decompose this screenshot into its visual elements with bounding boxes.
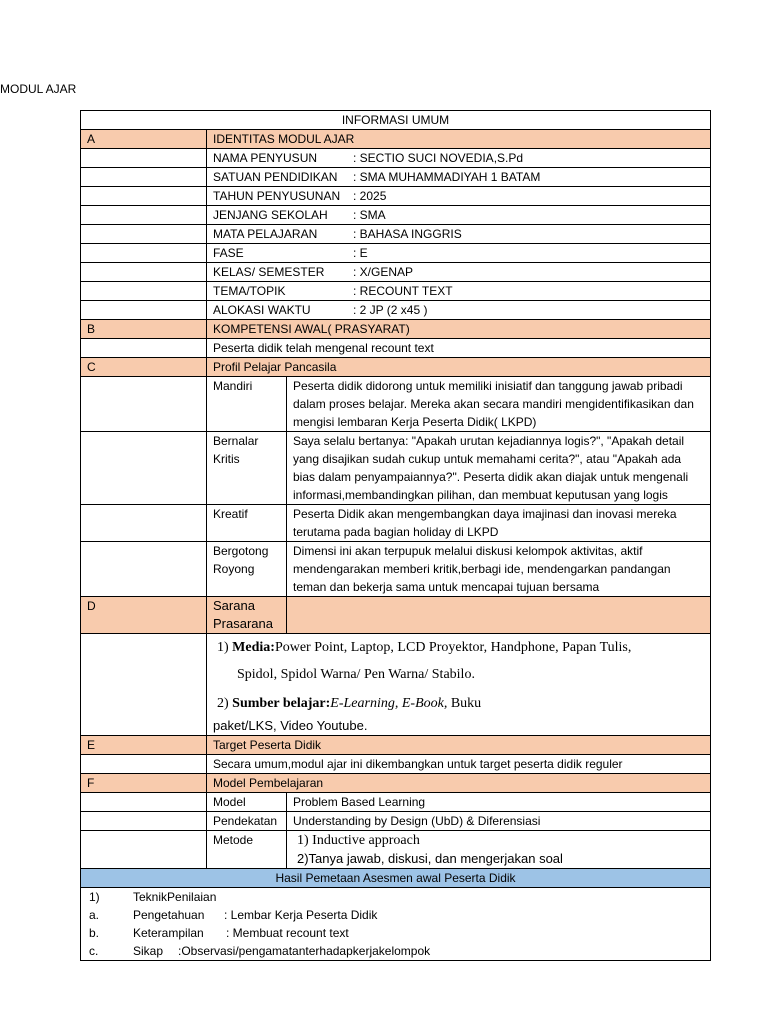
identity-key: TEMA/TOPIK bbox=[213, 284, 286, 298]
table-header: INFORMASI UMUM bbox=[81, 111, 711, 130]
asesmen-label: Sikap bbox=[133, 944, 164, 958]
identity-key: MATA PELAJARAN bbox=[213, 227, 318, 241]
identity-key: TAHUN PENYUSUNAN bbox=[213, 189, 341, 203]
profile-label: Bernalar Kritis bbox=[207, 432, 287, 505]
identity-value: : RECOUNT TEXT bbox=[353, 284, 453, 298]
model-row bbox=[81, 793, 711, 812]
asesmen-header-row bbox=[81, 869, 711, 888]
model-row bbox=[81, 812, 711, 831]
section-text: Peserta didik telah mengenal recount text bbox=[207, 339, 711, 358]
asesmen-value: : Lembar Kerja Peserta Didik bbox=[224, 908, 378, 922]
model-value: Problem Based Learning bbox=[287, 793, 711, 812]
profile-row bbox=[81, 505, 711, 542]
sumber-number: 2) bbox=[217, 696, 229, 711]
identity-row bbox=[81, 301, 711, 320]
identity-value: : BAHASA INGGRIS bbox=[353, 227, 462, 241]
sumber-ebook: E-Book, bbox=[401, 696, 448, 711]
section-a-header bbox=[81, 130, 711, 149]
model-key: Model bbox=[207, 793, 287, 812]
model-key: Pendekatan bbox=[207, 812, 287, 831]
section-d-header bbox=[81, 597, 711, 634]
section-b-header bbox=[81, 320, 711, 339]
identity-row bbox=[81, 149, 711, 168]
section-letter: B bbox=[81, 320, 207, 339]
profile-label: Mandiri bbox=[207, 377, 287, 432]
media-text: Power Point, Laptop, LCD Proyektor, Handphone, Papan Tulis, bbox=[274, 640, 632, 655]
profile-text: Peserta didik didorong untuk memiliki inisiatif dan tanggung jawab pribadi dalam proses belajar. Mereka akan secara mandiri mengidentifikasikan dan mengisi lembaran Kerja Peserta Didik( LKPD) bbox=[287, 377, 711, 432]
section-letter: F bbox=[81, 774, 207, 793]
profile-row bbox=[81, 377, 711, 432]
sumber-elearning: E-Learning, bbox=[330, 696, 399, 711]
section-e-row bbox=[81, 755, 711, 774]
identity-key: ALOKASI WAKTU bbox=[213, 303, 311, 317]
section-title: KOMPETENSI AWAL( PRASYARAT) bbox=[207, 320, 711, 339]
identity-value: : SMA MUHAMMADIYAH 1 BATAM bbox=[353, 170, 541, 184]
identity-row bbox=[81, 168, 711, 187]
identity-value: : X/GENAP bbox=[353, 265, 414, 279]
section-letter: D bbox=[81, 597, 207, 634]
section-f-header bbox=[81, 774, 711, 793]
metode-label: Metode bbox=[207, 831, 287, 869]
identity-value: : SMA bbox=[353, 208, 386, 222]
asesmen-number: b. bbox=[89, 926, 100, 940]
asesmen-label: Keterampilan bbox=[133, 926, 204, 940]
identity-value: : SECTIO SUCI NOVEDIA,S.Pd bbox=[353, 151, 524, 165]
asesmen-value: : Membuat recount text bbox=[226, 926, 349, 940]
identity-value: : E bbox=[353, 246, 368, 260]
asesmen-line bbox=[89, 942, 704, 960]
asesmen-label: TeknikPenilaian bbox=[133, 890, 217, 904]
model-value: Understanding by Design (UbD) & Diferensiasi bbox=[287, 812, 711, 831]
asesmen-title: Hasil Pemetaan Asesmen awal Peserta Didik bbox=[81, 869, 711, 888]
section-letter: A bbox=[81, 130, 207, 149]
asesmen-line bbox=[89, 924, 704, 942]
section-title: Model Pembelajaran bbox=[207, 774, 711, 793]
media-number: 1) bbox=[217, 640, 229, 655]
profile-text: Dimensi ini akan terpupuk melalui diskusi kelompok aktivitas, aktif mendengarakan memberi kritik,berbagi ide, mendengarkan pandangan teman dan bekerja sama untuk mencapai tujuan bersama bbox=[287, 542, 711, 597]
identity-value: : 2025 bbox=[353, 189, 387, 203]
identity-row bbox=[81, 282, 711, 301]
identity-row bbox=[81, 206, 711, 225]
section-title: IDENTITAS MODUL AJAR bbox=[207, 130, 711, 149]
identity-row bbox=[81, 225, 711, 244]
identity-key: FASE bbox=[213, 246, 244, 260]
identity-row bbox=[81, 187, 711, 206]
media-label: Media: bbox=[232, 640, 275, 655]
section-title: Sarana Prasarana bbox=[207, 597, 287, 634]
sumber-rest: Buku bbox=[450, 696, 482, 711]
profile-text: Peserta Didik akan mengembangkan daya imajinasi dan inovasi mereka terutama pada bagian holiday di LKPD bbox=[287, 505, 711, 542]
section-d-row bbox=[81, 634, 711, 736]
metode-item-2: 2)Tanya jawab, diskusi, dan mengerjakan soal bbox=[297, 851, 563, 866]
media-line bbox=[217, 634, 704, 661]
asesmen-line bbox=[89, 906, 704, 924]
section-title: Profil Pelajar Pancasila bbox=[207, 358, 711, 377]
module-table bbox=[80, 110, 711, 961]
identity-key: SATUAN PENDIDIKAN bbox=[213, 170, 338, 184]
identity-row bbox=[81, 263, 711, 282]
asesmen-body-row bbox=[81, 888, 711, 961]
sumber-line bbox=[217, 690, 704, 717]
sumber-label: Sumber belajar: bbox=[232, 696, 331, 711]
profile-label: Kreatif bbox=[207, 505, 287, 542]
metode-item-1: 1) Inductive approach bbox=[297, 833, 420, 848]
media-text-2: Spidol, Spidol Warna/ Pen Warna/ Stabilo. bbox=[237, 667, 475, 682]
sumber-line-2: paket/LKS, Video Youtube. bbox=[213, 718, 368, 733]
identity-key: KELAS/ SEMESTER bbox=[213, 265, 325, 279]
header-row bbox=[81, 111, 711, 130]
asesmen-line bbox=[89, 888, 704, 906]
identity-key: JENJANG SEKOLAH bbox=[213, 208, 328, 222]
section-text: Secara umum,modul ajar ini dikembangkan untuk target peserta didik reguler bbox=[207, 755, 711, 774]
asesmen-number: c. bbox=[89, 944, 99, 958]
metode-row bbox=[81, 831, 711, 869]
document-title: MODUL AJAR bbox=[0, 82, 77, 96]
profile-row bbox=[81, 542, 711, 597]
section-e-header bbox=[81, 736, 711, 755]
section-letter: C bbox=[81, 358, 207, 377]
profile-label: Bergotong Royong bbox=[207, 542, 287, 597]
section-b-row bbox=[81, 339, 711, 358]
asesmen-value: :Observasi/pengamatanterhadapkerjakelompok bbox=[178, 944, 431, 958]
profile-row bbox=[81, 432, 711, 505]
identity-row bbox=[81, 244, 711, 263]
section-c-header bbox=[81, 358, 711, 377]
profile-text: Saya selalu bertanya: "Apakah urutan kejadiannya logis?", "Apakah detail yang disajikan sudah cukup untuk memahami cerita?", atau "Apakah ada bias dalam penyampaiannya?". Peserta didik akan diajak untuk mengenali informasi,membandingkan pilihan, dan membuat keputusan yang logis bbox=[287, 432, 711, 505]
section-letter: E bbox=[81, 736, 207, 755]
identity-key: NAMA PENYUSUN bbox=[213, 151, 318, 165]
asesmen-number: 1) bbox=[89, 890, 100, 904]
asesmen-label: Pengetahuan bbox=[133, 908, 205, 922]
asesmen-number: a. bbox=[89, 908, 100, 922]
section-title: Target Peserta Didik bbox=[207, 736, 711, 755]
identity-value: : 2 JP (2 x45 ) bbox=[353, 303, 428, 317]
